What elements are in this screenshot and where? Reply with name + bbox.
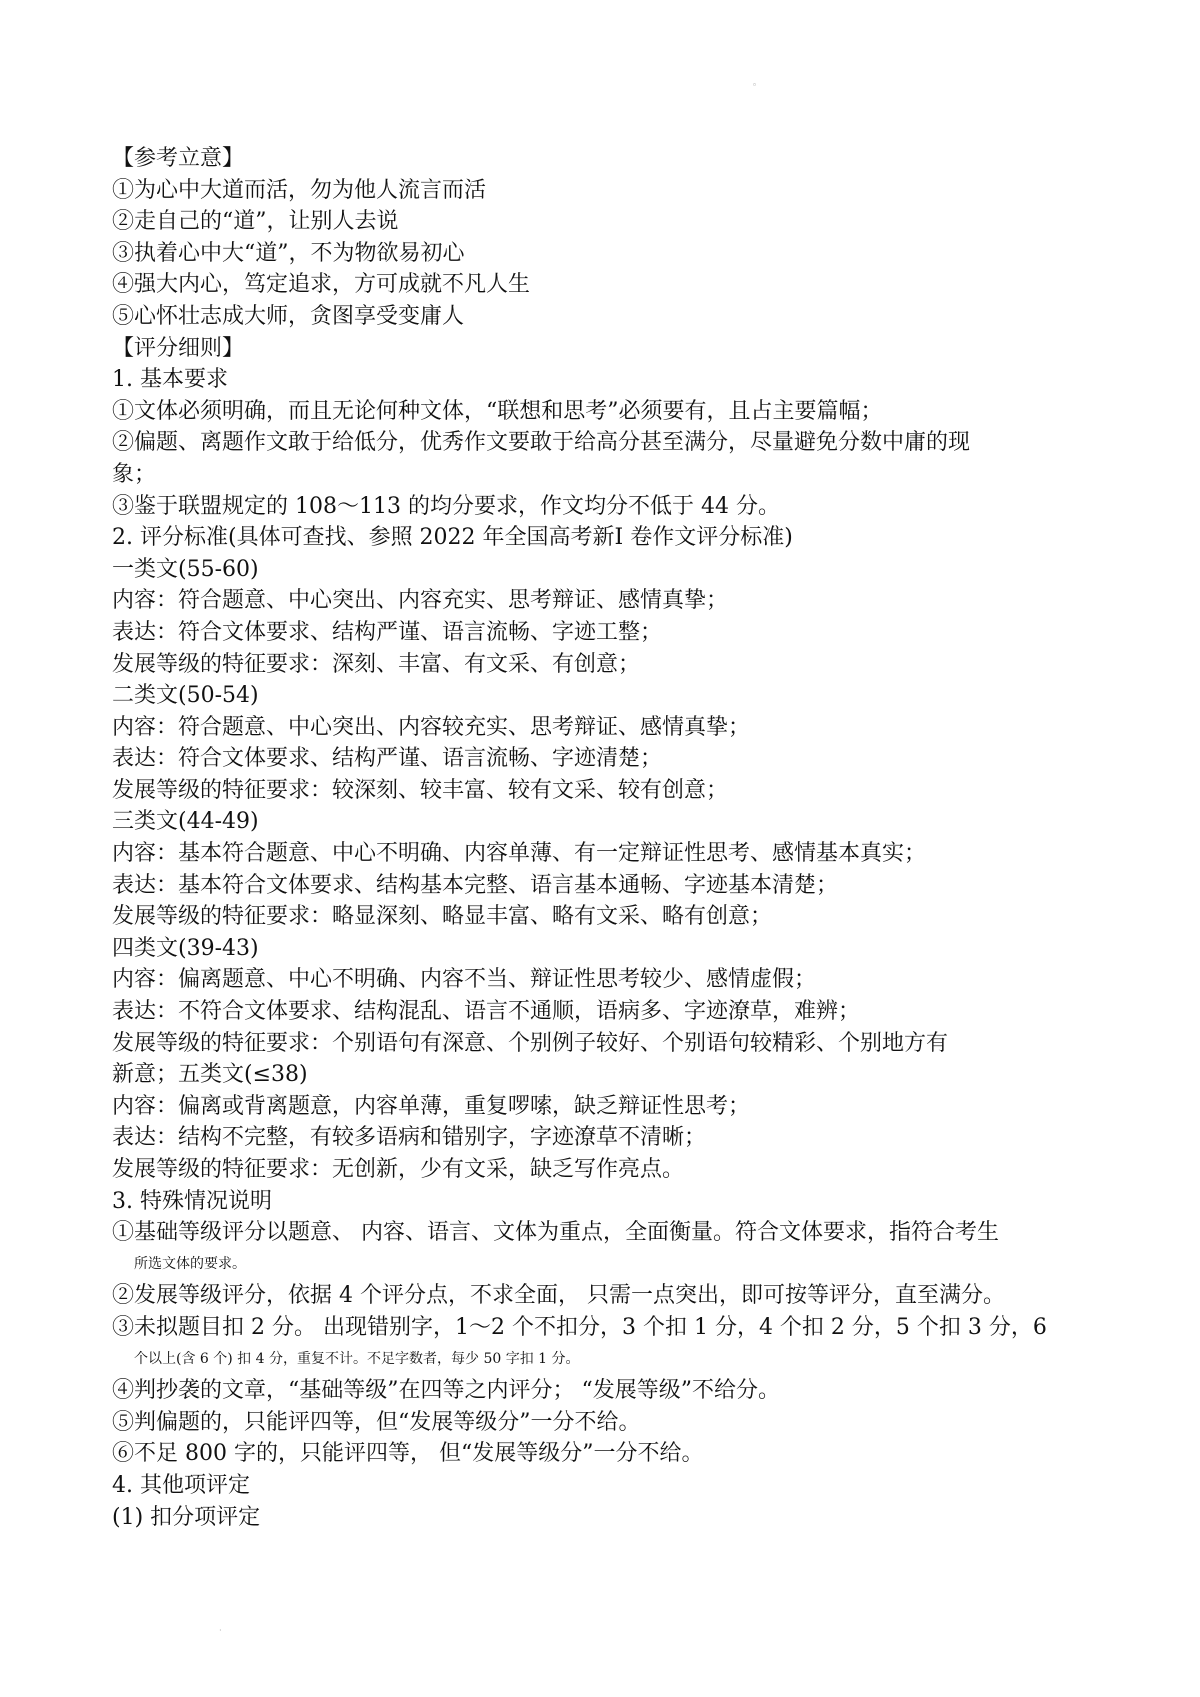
section-heading-reference-ideas: 【参考立意】 <box>112 146 245 171</box>
subheading-basic-requirements: 1. 基本要求 <box>112 367 228 393</box>
grade-3-expression: 表达：基本符合文体要求、结构基本完整、语言基本通畅、字迹基本清楚； <box>112 872 839 898</box>
grade-2-expression: 表达：符合文体要求、结构严谨、语言流畅、字迹清楚； <box>112 746 663 772</box>
special-case-4: ④判抄袭的文章，“基础等级”在四等之内评分； “发展等级”不给分。 <box>112 1378 780 1404</box>
reference-idea-1: ①为心中大道而活，勿为他人流言而活 <box>112 177 487 203</box>
special-case-6: ⑥不足 800 字的，只能评四等， 但“发展等级分”一分不给。 <box>112 1441 704 1467</box>
scoring-guide-document <box>112 143 1112 1533</box>
grade-3-content: 内容：基本符合题意、中心不明确、内容单薄、有一定辩证性思考、感情基本真实； <box>112 841 927 867</box>
grade-5-expression: 表达：结构不完整，有较多语病和错别字，字迹潦草不清晰； <box>112 1125 707 1151</box>
grade-1-expression: 表达：符合文体要求、结构严谨、语言流畅、字迹工整； <box>112 619 663 645</box>
basic-requirement-3: ③鉴于联盟规定的 108～113 的均分要求，作文均分不低于 44 分。 <box>112 493 780 519</box>
basic-requirement-2: ②偏题、离题作文敢于给低分，优秀作文要敢于给高分甚至满分，尽量避免分数中庸的现 <box>112 430 971 456</box>
grade-3-heading: 三类文(44-49) <box>112 809 259 835</box>
basic-requirement-2-cont: 象； <box>112 461 157 487</box>
subheading-special-cases: 3. 特殊情况说明 <box>112 1188 272 1214</box>
grade-1-development: 发展等级的特征要求：深刻、丰富、有文采、有创意； <box>112 651 641 677</box>
grade-2-heading: 二类文(50-54) <box>112 683 259 709</box>
special-case-5: ⑤判偏题的，只能评四等，但“发展等级分”一分不给。 <box>112 1409 641 1435</box>
speck-mark: ▫ <box>753 80 756 89</box>
speck-mark: · <box>219 1626 222 1635</box>
reference-idea-2: ②走自己的“道”，让别人去说 <box>112 209 399 235</box>
grade-4-heading: 四类文(39-43) <box>112 935 259 961</box>
section-heading-scoring-rules: 【评分细则】 <box>112 335 245 361</box>
grade-3-development: 发展等级的特征要求：略显深刻、略显丰富、略有文采、略有创意； <box>112 904 773 930</box>
basic-requirement-1: ①文体必须明确，而且无论何种文体，“联想和思考”必须要有，且占主要篇幅； <box>112 398 883 424</box>
reference-idea-4: ④强大内心，笃定追求，方可成就不凡人生 <box>112 272 531 298</box>
grade-4-development: 发展等级的特征要求：个别语句有深意、个别例子较好、个别语句较精彩、个别地方有 <box>112 1030 949 1056</box>
grade-5-content: 内容：偏离或背离题意，内容单薄，重复啰嗦，缺乏辩证性思考； <box>112 1093 751 1119</box>
grade-4-expression: 表达：不符合文体要求、结构混乱、语言不通顺，语病多、字迹潦草，难辨； <box>112 999 861 1025</box>
grade-1-heading: 一类文(55-60) <box>112 556 259 582</box>
grade-1-content: 内容：符合题意、中心突出、内容充实、思考辩证、感情真挚； <box>112 588 729 614</box>
subheading-scoring-standards: 2. 评分标准(具体可查找、参照 2022 年全国高考新Ⅰ 卷作文评分标准) <box>112 525 793 551</box>
grade-4-content: 内容：偏离题意、中心不明确、内容不当、辩证性思考较少、感情虚假； <box>112 967 817 993</box>
reference-idea-3: ③执着心中大“道”，不为物欲易初心 <box>112 240 465 266</box>
grade-2-development: 发展等级的特征要求：较深刻、较丰富、较有文采、较有创意； <box>112 777 729 803</box>
special-case-1: ①基础等级评分以题意、 内容、语言、文体为重点，全面衡量。符合文体要求，指符合考生 <box>112 1220 999 1246</box>
special-case-1-cont: 所选文体的要求。 <box>134 1255 246 1272</box>
grade-2-content: 内容：符合题意、中心突出、内容较充实、思考辩证、感情真挚； <box>112 714 751 740</box>
special-case-3-cont: 个以上(含 6 个) 扣 4 分，重复不计。不足字数者，每少 50 字扣 1 分。 <box>134 1350 580 1367</box>
special-case-3: ③未拟题目扣 2 分。 出现错别字，1～2 个不扣分，3 个扣 1 分，4 个扣 2 分，5 个扣 3 分，6 <box>112 1314 1047 1340</box>
grade-5-development: 发展等级的特征要求：无创新，少有文采，缺乏写作亮点。 <box>112 1157 685 1182</box>
special-case-2: ②发展等级评分，依据 4 个评分点，不求全面， 只需一点突出，即可按等评分，直至满分。 <box>112 1283 1005 1309</box>
subheading-deduction-items: (1) 扣分项评定 <box>112 1504 261 1530</box>
grade-4-development-cont-grade-5-heading: 新意；五类文(≤38) <box>112 1062 308 1088</box>
subheading-other-items: 4. 其他项评定 <box>112 1472 250 1498</box>
reference-idea-5: ⑤心怀壮志成大师，贪图享受变庸人 <box>112 303 465 329</box>
